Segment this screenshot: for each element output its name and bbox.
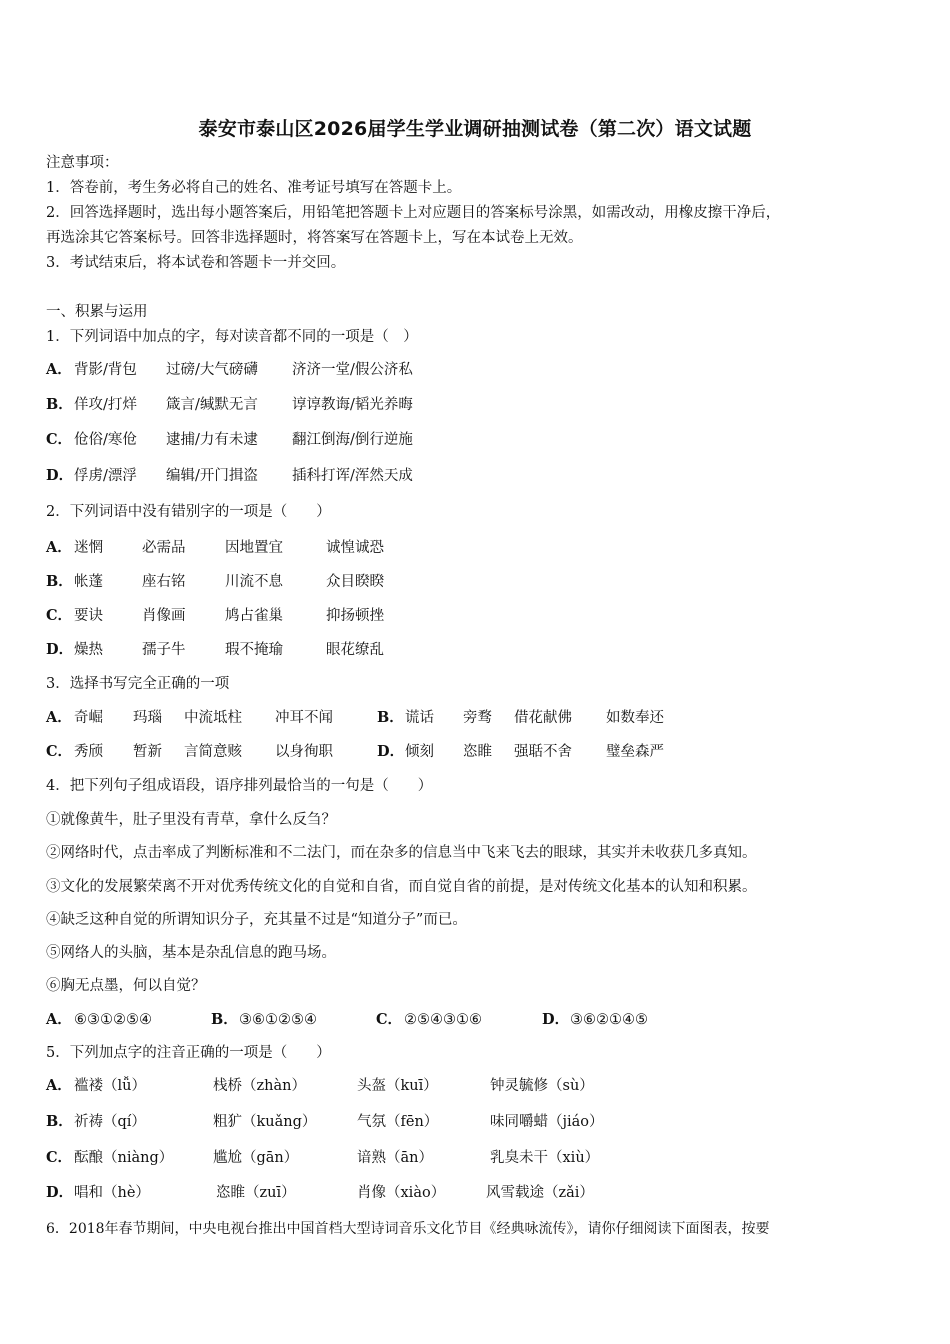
option-item: 风雪载途（zǎi）: [486, 1185, 594, 1201]
q3-option-a-label[interactable]: A．: [46, 709, 72, 726]
q3-option-d-label[interactable]: D．: [377, 743, 405, 760]
option-item: 要诀: [74, 608, 103, 624]
question-5-stem: 5．下列加点字的注音正确的一项是（ ）: [46, 1045, 331, 1061]
option-item: 旁骛: [463, 710, 492, 726]
q3-option-b-label[interactable]: B．: [377, 709, 404, 726]
q1-option-c[interactable]: [46, 430, 413, 450]
option-item: 伧俗/寒伧: [74, 432, 137, 448]
option-item: 气氛（fēn）: [357, 1114, 439, 1130]
option-item: ③⑥②①④⑤: [570, 1012, 648, 1028]
option-item: 背影/背包: [74, 362, 137, 378]
option-item: 佯攻/打烊: [74, 397, 137, 413]
q1-option-d[interactable]: [46, 466, 413, 486]
option-item: 谆谆教诲/韬光养晦: [292, 397, 413, 413]
option-item: 倾刻: [405, 744, 434, 760]
option-item: 迷惘: [74, 540, 103, 556]
notice-item: 3．考试结束后，将本试卷和答题卡一并交回。: [46, 255, 346, 271]
q4-sentence: ③文化的发展繁荣离不开对优秀传统文化的自觉和自省，而自觉自省的前提，是对传统文化基本的认知和积累。: [46, 879, 757, 895]
option-item: 玛瑙: [133, 710, 162, 726]
option-label: D．: [46, 467, 74, 484]
option-label: B．: [46, 1113, 73, 1130]
option-item: 乳臭未干（xiù）: [490, 1150, 600, 1166]
option-item: 燥热: [74, 642, 103, 658]
option-label: C．: [46, 431, 73, 448]
option-item: 栈桥（zhàn）: [213, 1078, 306, 1094]
q1-option-b[interactable]: [46, 395, 413, 415]
q4-option-a-label[interactable]: A．: [46, 1011, 72, 1028]
question-3-stem: 3．选择书写完全正确的一项: [46, 676, 230, 692]
option-item: 头盔（kuī）: [357, 1078, 438, 1094]
q3-row-1: [46, 708, 664, 728]
question-6-stem: 6．2018年春节期间，中央电视台推出中国首档大型诗词音乐文化节目《经典咏流传》，请你仔细阅读下面图表，按要: [46, 1221, 770, 1237]
option-label: B．: [46, 573, 73, 590]
option-item: 过磅/大气磅礴: [166, 362, 258, 378]
option-item: 奇崛: [74, 710, 103, 726]
question-2-stem: 2．下列词语中没有错别字的一项是（ ）: [46, 504, 331, 520]
option-item: 祈祷（qí）: [74, 1114, 146, 1130]
notice-item: 1．答卷前，考生务必将自己的姓名、准考证号填写在答题卡上。: [46, 180, 462, 196]
option-item: 璧垒森严: [606, 744, 664, 760]
q5-option-c[interactable]: [46, 1148, 600, 1168]
q2-option-c[interactable]: [46, 606, 384, 626]
option-item: 冲耳不闻: [275, 710, 333, 726]
option-item: ③⑥①②⑤④: [239, 1012, 317, 1028]
q4-sentence: ⑥胸无点墨，何以自觉？: [46, 978, 206, 994]
option-item: 谙熟（ān）: [357, 1150, 433, 1166]
q4-option-b-label[interactable]: B．: [211, 1011, 238, 1028]
option-item: 编辑/开门揖盗: [166, 468, 258, 484]
option-item: 翻江倒海/倒行逆施: [292, 432, 413, 448]
q4-option-c-label[interactable]: C．: [376, 1011, 403, 1028]
q4-sentence: ④缺乏这种自觉的所谓知识分子，充其量不过是“知道分子”而已。: [46, 912, 467, 928]
option-item: 川流不息: [225, 574, 283, 590]
option-label: A．: [46, 539, 72, 556]
option-item: ②⑤④③①⑥: [404, 1012, 482, 1028]
option-item: 中流坻柱: [184, 710, 242, 726]
option-item: 秀颀: [74, 744, 103, 760]
exam-title: 泰安市泰山区2026届学生学业调研抽测试卷（第二次）语文试题: [198, 118, 752, 140]
option-item: 强聒不舍: [514, 744, 572, 760]
option-item: 鸠占雀巢: [225, 608, 283, 624]
option-item: 孺子牛: [142, 642, 186, 658]
option-item: 济济一堂/假公济私: [292, 362, 413, 378]
option-item: 箴言/缄默无言: [166, 397, 258, 413]
q1-option-a[interactable]: [46, 360, 413, 380]
option-item: 诚惶诚恐: [326, 540, 384, 556]
option-label: A．: [46, 1077, 72, 1094]
option-item: 众目睽睽: [326, 574, 384, 590]
option-item: 肖像（xiào）: [357, 1185, 446, 1201]
section-heading: 一、积累与运用: [46, 304, 148, 320]
option-item: 恣睢: [463, 744, 492, 760]
option-item: 眼花缭乱: [326, 642, 384, 658]
option-label: C．: [46, 607, 73, 624]
q4-option-d-label[interactable]: D．: [542, 1011, 570, 1028]
option-item: 插科打诨/浑然天成: [292, 468, 413, 484]
option-item: 酝酿（niàng）: [74, 1150, 174, 1166]
option-item: 因地置宜: [225, 540, 283, 556]
option-item: 暂新: [133, 744, 162, 760]
option-item: 俘虏/漂浮: [74, 468, 137, 484]
q4-sentence: ①就像黄牛，肚子里没有青草，拿什么反刍？: [46, 812, 336, 828]
q3-row-2: [46, 742, 664, 762]
option-item: 尴尬（gān）: [213, 1150, 299, 1166]
q2-option-a[interactable]: [46, 538, 384, 558]
notice-item: 再选涂其它答案标号。回答非选择题时，将答案写在答题卡上，写在本试卷上无效。: [46, 230, 583, 246]
option-label: B．: [46, 396, 73, 413]
q2-option-d[interactable]: [46, 640, 384, 660]
option-item: 座右铭: [142, 574, 186, 590]
option-item: 肖像画: [142, 608, 186, 624]
option-item: 恣睢（zuī）: [216, 1185, 296, 1201]
option-item: 借花献佛: [514, 710, 572, 726]
option-item: 言简意赅: [184, 744, 242, 760]
option-item: 帐蓬: [74, 574, 103, 590]
option-item: 逮捕/力有未逮: [166, 432, 258, 448]
q4-sentence: ⑤网络人的头脑，基本是杂乱信息的跑马场。: [46, 945, 336, 961]
option-item: 唱和（hè）: [74, 1185, 150, 1201]
option-item: 钟灵毓修（sù）: [490, 1078, 594, 1094]
notice-item: 2．回答选择题时，选出每小题答案后，用铅笔把答题卡上对应题目的答案标号涂黑，如需改动，用橡皮擦干净后，: [46, 205, 781, 221]
option-label: A．: [46, 361, 72, 378]
option-item: 粗犷（kuǎng）: [213, 1114, 317, 1130]
q5-option-b[interactable]: [46, 1112, 604, 1132]
question-4-stem: 4．把下列句子组成语段，语序排列最恰当的一句是（ ）: [46, 778, 433, 794]
option-item: 必需品: [142, 540, 186, 556]
option-label: D．: [46, 641, 74, 658]
q4-sentence: ②网络时代，点击率成了判断标准和不二法门，而在杂多的信息当中飞来飞去的眼球，其实并未收获几多真知。: [46, 845, 757, 861]
option-item: 瑕不掩瑜: [225, 642, 283, 658]
option-item: 褴褛（lǚ）: [74, 1078, 146, 1094]
q2-option-b[interactable]: [46, 572, 384, 592]
option-item: 抑扬顿挫: [326, 608, 384, 624]
option-item: 如数奉还: [606, 710, 664, 726]
option-item: ⑥③①②⑤④: [74, 1012, 152, 1028]
option-item: 谎话: [405, 710, 434, 726]
question-1-stem: 1．下列词语中加点的字，每对读音都不同的一项是（ ）: [46, 329, 418, 345]
option-item: 味同嚼蜡（jiáo）: [490, 1114, 604, 1130]
q5-option-a[interactable]: [46, 1076, 594, 1096]
option-label: C．: [46, 1149, 73, 1166]
option-item: 以身徇职: [275, 744, 333, 760]
notice-heading: 注意事项：: [46, 155, 119, 171]
q3-option-c-label[interactable]: C．: [46, 743, 73, 760]
option-label: D．: [46, 1184, 74, 1201]
q5-option-d[interactable]: [46, 1183, 594, 1203]
